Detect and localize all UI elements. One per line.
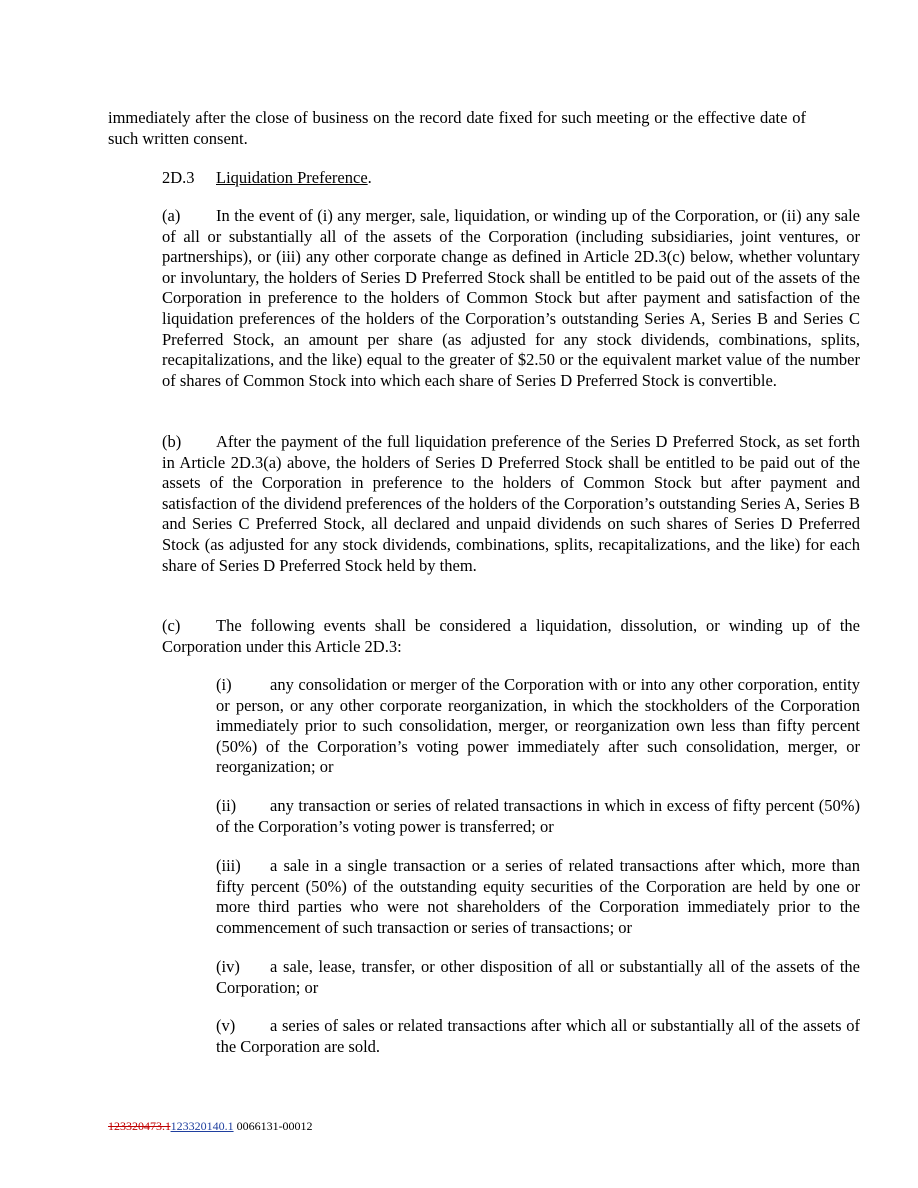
deleted-doc-id: 123320473.1	[108, 1119, 171, 1133]
subparagraph-label: (ii)	[216, 796, 237, 815]
subparagraph-v	[162, 1016, 860, 1057]
paragraph-label: (a)	[162, 206, 181, 225]
paragraph-text: After the payment of the full liquidation preference of the Series D Preferred Stock, as set forth in Article 2D.3(a) above, the holders of Series D Preferred Stock shall be entitled to be paid out of the assets of the Corporation in preference to the holders of Common Stock but after payment and satisfaction of the dividend preferences of the holders of the Corporation’s outstanding Series A, Series B and Series C Preferred Stock, all declared and unpaid dividends on such shares of Series D Preferred Stock (as adjusted for any stock dividends, combinations, splits, recapitalizations, and the like) for each share of Series D Preferred Stock held by them.	[162, 432, 860, 575]
section-heading	[108, 168, 860, 189]
paragraph-label: (b)	[162, 432, 182, 451]
subparagraph-label: (i)	[216, 675, 232, 694]
subparagraph-text: a sale, lease, transfer, or other disposition of all or substantially all of the assets of the Corporation; or	[216, 957, 860, 997]
inserted-doc-id: 123320140.1	[170, 1119, 234, 1133]
subparagraph-iii	[162, 856, 860, 938]
continuation-paragraph: immediately after the close of business on the record date fixed for such meeting or the effective date of such written consent.	[108, 108, 806, 148]
section-title: Liquidation Preference	[216, 168, 368, 187]
subparagraph-i	[162, 675, 860, 778]
subparagraph-label: (iii)	[216, 856, 241, 875]
subparagraph-ii	[162, 796, 860, 837]
paragraph-a	[108, 206, 860, 391]
document-footer	[108, 1119, 313, 1133]
subparagraph-iv	[162, 957, 860, 998]
subparagraph-label: (v)	[216, 1016, 236, 1035]
subparagraph-text: any consolidation or merger of the Corporation with or into any other corporation, entity or person, or any other corporate reorganization, in which the stockholders of the Corporation immediately prior to such consolidation, merger, or reorganization own less than fifty percent (50%) of the Corporation’s voting power immediately after such consolidation, merger, or reorganization; or	[216, 675, 860, 777]
paragraph-text: The following events shall be considered a liquidation, dissolution, or winding up of the Corporation under this Article 2D.3:	[162, 616, 860, 656]
paragraph-c	[108, 616, 860, 657]
doc-code: 0066131-00012	[236, 1119, 313, 1133]
paragraph-text: In the event of (i) any merger, sale, liquidation, or winding up of the Corporation, or (ii) any sale of all or substantially all of the assets of the Corporation (including subsidiaries, joint ventures, or partnerships), or (iii) any other corporate change as defined in Article 2D.3(c) below, whether voluntary or involuntary, the holders of Series D Preferred Stock shall be entitled to be paid out of the assets of the Corporation in preference to the holders of Common Stock but after payment and satisfaction of the liquidation preferences of the holders of the Corporation’s outstanding Series A, Series B and Series C Preferred Stock, an amount per share (as adjusted for any stock dividends, combinations, splits, recapitalizations, and the like) equal to the greater of $2.50 or the equivalent market value of the number of shares of Common Stock into which each share of Series D Preferred Stock is convertible.	[162, 206, 860, 390]
section-title-suffix: .	[367, 168, 372, 187]
subparagraph-label: (iv)	[216, 957, 240, 976]
paragraph-b	[108, 432, 860, 576]
subparagraph-text: a sale in a single transaction or a series of related transactions after which, more than fifty percent (50%) of the outstanding equity securities of the Corporation are held by one or more third parties who were not shareholders of the Corporation immediately prior to the commencement of such transaction or series of transactions; or	[216, 856, 860, 937]
section-number: 2D.3	[162, 168, 195, 187]
subparagraph-text: any transaction or series of related transactions in which in excess of fifty percent (50%) of the Corporation’s voting power is transferred; or	[216, 796, 860, 836]
subparagraph-text: a series of sales or related transactions after which all or substantially all of the assets of the Corporation are sold.	[216, 1016, 860, 1056]
paragraph-label: (c)	[162, 616, 181, 635]
